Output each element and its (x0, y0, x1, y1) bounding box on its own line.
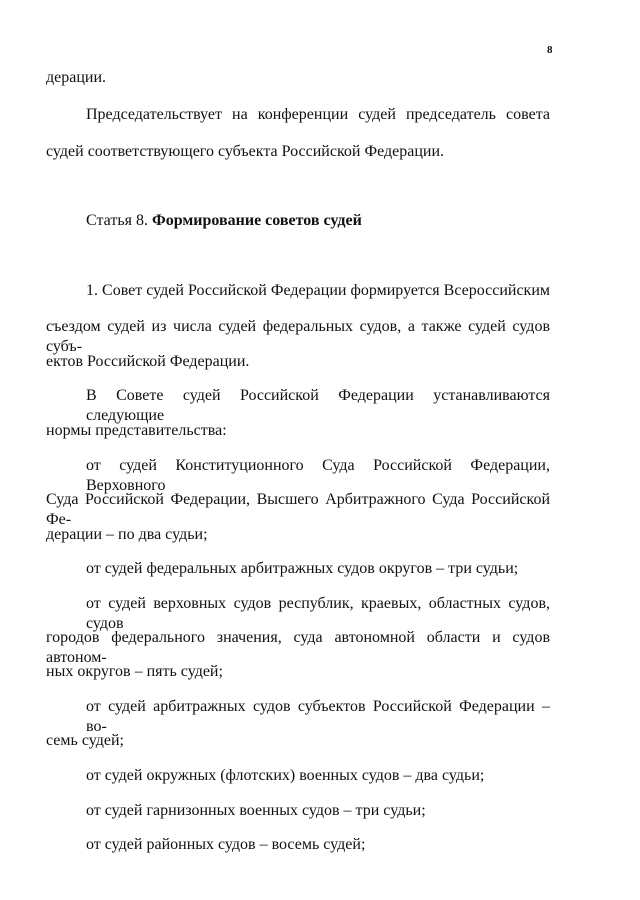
text-line: от судей окружных (флотских) военных судов – два судьи; (86, 767, 485, 784)
page-number: 8 (547, 44, 553, 56)
article-heading (86, 211, 362, 231)
text-line: съездом судей из числа судей федеральных судов, а также судей судов субъ- (46, 318, 550, 355)
text-line: судей соответствующего субъекта Российской Федерации. (46, 143, 445, 160)
text-line: ных округов – пять судей; (46, 663, 223, 680)
text-line: городов федерального значения, суда автономной области и судов автоном- (46, 629, 550, 666)
article-title: Формирование советов судей (151, 212, 362, 229)
article-number: Статья 8. (86, 212, 152, 229)
text-line: нормы представительства: (46, 422, 227, 439)
text-line: семь судей; (46, 732, 124, 749)
text-line: от судей федеральных арбитражных судов округов – три судьи; (86, 560, 519, 577)
text-line: дерации. (46, 69, 107, 86)
text-line: Председательствует на конференции судей председатель совета (86, 106, 550, 123)
text-line: от судей верховных судов республик, краевых, областных судов, судов (86, 595, 550, 632)
text-line: от судей гарнизонных военных судов – три судьи; (86, 802, 426, 819)
text-line: от судей Конституционного Суда Российской Федерации, Верховного (86, 457, 550, 494)
text-line: Суда Российской Федерации, Высшего Арбитражного Суда Российской Фе- (46, 491, 550, 528)
text-line: от судей районных судов – восемь судей; (86, 836, 366, 853)
text-line: дерации – по два судьи; (46, 526, 208, 543)
text-line: 1. Совет судей Российской Федерации формируется Всероссийским (86, 282, 550, 299)
text-line: от судей арбитражных судов субъектов Российской Федерации – во- (86, 698, 550, 735)
text-line: В Совете судей Российской Федерации устанавливаются следующие (86, 387, 550, 424)
text-line: ектов Российской Федерации. (46, 353, 250, 370)
